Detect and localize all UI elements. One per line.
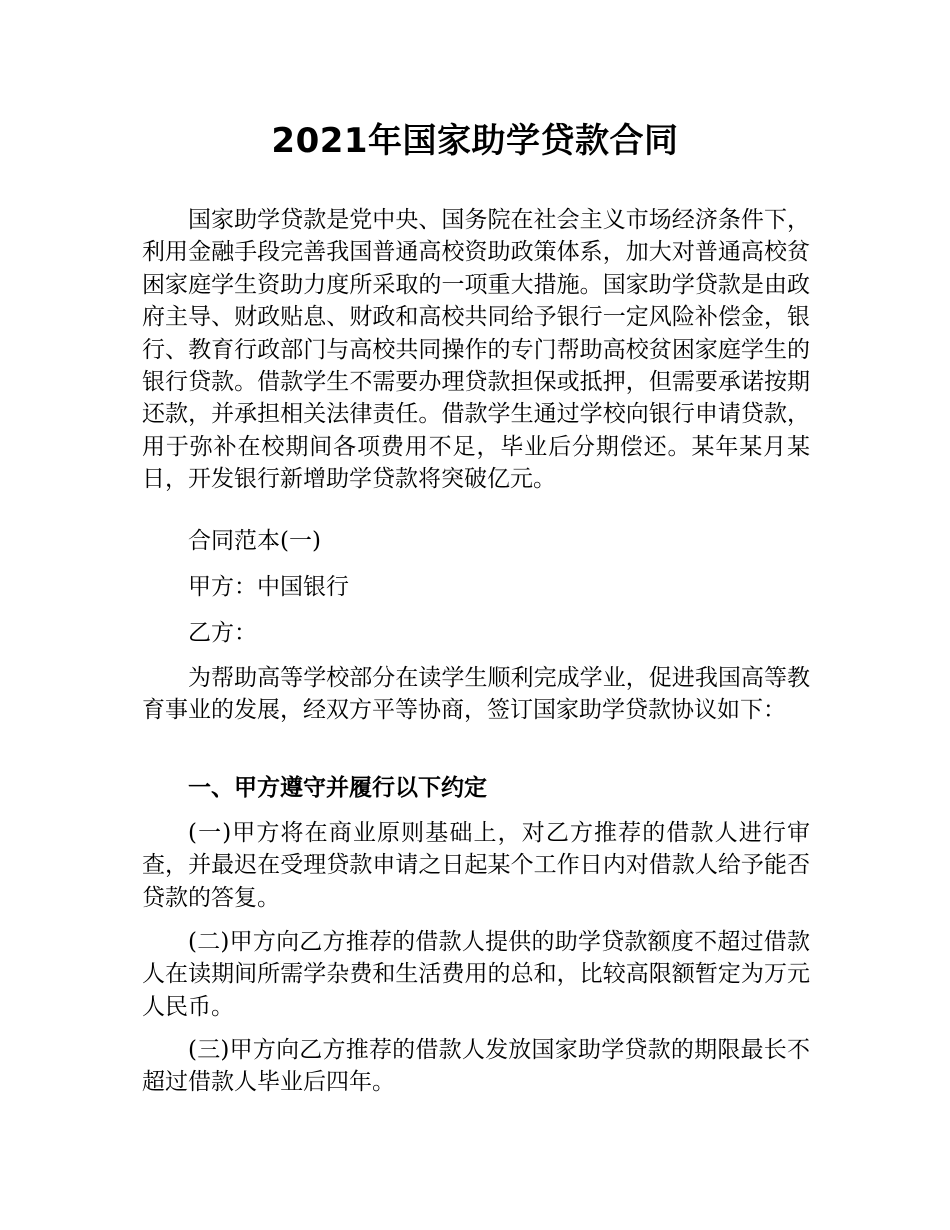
clause-3: (三)甲方向乙方推荐的借款人发放国家助学贷款的期限最长不超过借款人毕业后四年。	[142, 1037, 810, 1096]
party-b-line: 乙方：	[188, 620, 257, 646]
section-1-heading: 一、甲方遵守并履行以下约定	[188, 775, 487, 801]
clause-1: (一)甲方将在商业原则基础上，对乙方推荐的借款人进行审查，并最迟在受理贷款申请之日起某个工作日内对借款人给予能否贷款的答复。	[142, 820, 810, 911]
sample-label: 合同范本(一)	[188, 528, 321, 554]
party-a-line: 甲方：中国银行	[188, 574, 349, 600]
clause-2: (二)甲方向乙方推荐的借款人提供的助学贷款额度不超过借款人在读期间所需学杂费和生活费用的总和，比较高限额暂定为万元人民币。	[142, 929, 810, 1020]
purpose-paragraph: 为帮助高等学校部分在读学生顺利完成学业，促进我国高等教育事业的发展，经双方平等协商，签订国家助学贷款协议如下：	[142, 665, 810, 724]
intro-paragraph: 国家助学贷款是党中央、国务院在社会主义市场经济条件下，利用金融手段完善我国普通高校资助政策体系，加大对普通高校贫困家庭学生资助力度所采取的一项重大措施。国家助学贷款是由政府主导、财政贴息、财政和高校共同给予银行一定风险补偿金，银行、教育行政部门与高校共同操作的专门帮助高校贫困家庭学生的银行贷款。借款学生不需要办理贷款担保或抵押，但需要承诺按期还款，并承担相关法律责任。借款学生通过学校向银行申请贷款，用于弥补在校期间各项费用不足，毕业后分期偿还。某年某月某日，开发银行新增助学贷款将突破亿元。	[142, 207, 810, 493]
document-title: 2021年国家助学贷款合同	[271, 121, 679, 161]
